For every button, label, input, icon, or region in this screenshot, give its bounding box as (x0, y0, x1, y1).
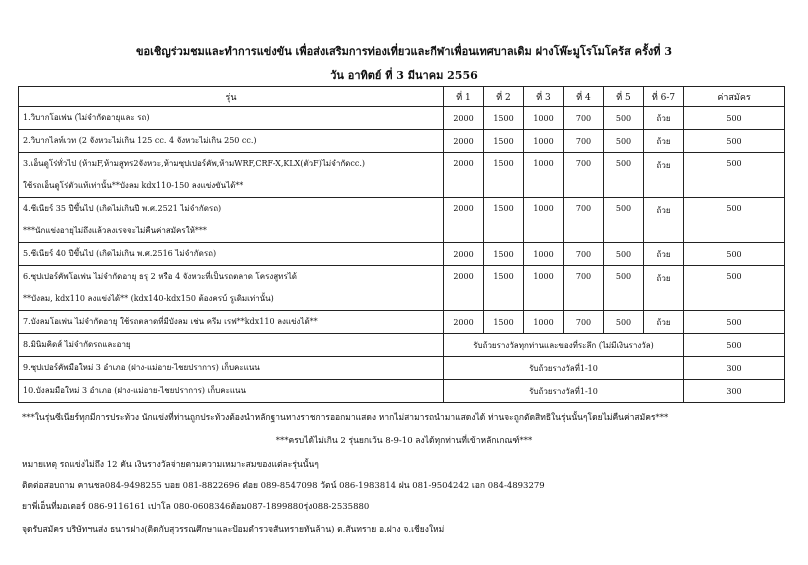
prize-cell: 500 (604, 243, 644, 266)
prize-cell: 1500 (484, 153, 524, 198)
prize-cell: 700 (564, 107, 604, 130)
table-row (19, 153, 785, 198)
class-cell (19, 357, 444, 380)
remark-note: หมายเหตุ รถแข่งไม่ถึง 12 คัน เงินรางวัลจ่ายตามความเหมาะสมของแต่ละรุ่นนั้นๆ (22, 460, 319, 470)
class-text: 10.บังลมมือใหม่ 3 อำเภอ (ฝาง-แม่อาย-ไชยปราการ) เก็บคะแนน (23, 386, 246, 395)
header-6th-7th: ที่ 6-7 (644, 87, 684, 107)
class-text: 5.ซีเนียร์ 40 ปีขึ้นไป (เกิดไม่เกิน พ.ศ.2516 ไม่จำกัดรถ) (23, 249, 217, 258)
table-row (19, 334, 785, 357)
header-4th: ที่ 4 (564, 87, 604, 107)
prize-cell: 2000 (444, 107, 484, 130)
prize-cell: 500 (604, 107, 644, 130)
fee-cell: 500 (684, 130, 785, 153)
class-text: 3.เอ็นดูโร่ทั่วไป (ห้ามF,ห้ามสูทร2จังหวะ,ห้ามซุปเปอร์คัพ,ห้ามWRF,CRF-X,KLX(ตัวF)ไม่จำกัดcc.) (23, 159, 365, 168)
table-header-row (19, 87, 785, 107)
fee-cell: 500 (684, 153, 785, 198)
prize-note-cell: รับถ้วยรางวัลที่1-10 (444, 380, 684, 403)
prize-cell: 500 (604, 130, 644, 153)
prize-cell: 1000 (524, 243, 564, 266)
fee-cell: 500 (684, 334, 785, 357)
prize-cell: 500 (604, 266, 644, 311)
prize-cell: 500 (604, 311, 644, 334)
header-1st: ที่ 1 (444, 87, 484, 107)
fee-cell: 500 (684, 198, 785, 243)
prize-cell: 500 (604, 198, 644, 243)
document-title: ขอเชิญร่วมชมและทำการแข่งขัน เพื่อส่งเสริมการท่องเที่ยวและกีฬาเพื่อนเทศบาลเดิม ฝางโพ๊ะมูโรโมโคร้ส ครั้งที่ 3 (136, 45, 672, 58)
prize-cell: 2000 (444, 198, 484, 243)
fee-cell: 500 (684, 107, 785, 130)
prize-cell: 700 (564, 266, 604, 311)
table-row (19, 311, 785, 334)
class-text: 7.บังลมโอเพ่น ไม่จำกัดอายุ ใช้รถตลาดที่มีบังลม เช่น ครีม เรฟ**kdx110 ลงแข่งได้** (23, 317, 318, 326)
registration-location: จุดรับสมัคร บริษัทฯนส่ง ธนารฝาง(ติดกับสุวรรณศึกษาและป้อมตำรวจสันทรายทันล้าน) ต.สันทราย อ.ฝาง จ.เชียงใหม่ (22, 525, 445, 535)
fee-cell: 300 (684, 380, 785, 403)
prize-cell: 1000 (524, 153, 564, 198)
class-text: 2.วิบากไลท์เวท (2 จังหวะไม่เกิน 125 cc. 4 จังหวะไม่เกิน 250 cc.) (23, 136, 257, 145)
table-row (19, 266, 785, 311)
prize-cell: ถ้วย (644, 107, 684, 130)
prize-cell: 1500 (484, 107, 524, 130)
class-cell (19, 130, 444, 153)
fee-cell: 500 (684, 311, 785, 334)
table-row (19, 198, 785, 243)
table-row (19, 380, 785, 403)
class-text: **บังลม, kdx110 ลงแข่งได้** (kdx140-kdx150 ต้องครบ์ รูเดิมเท่านั้น) (23, 294, 274, 303)
class-text: 1.วิบากโอเพ่น (ไม่จำกัดอายุและ รถ) (23, 113, 150, 122)
header-3rd: ที่ 3 (524, 87, 564, 107)
prize-table (18, 86, 785, 403)
header-5th: ที่ 5 (604, 87, 644, 107)
prize-cell: 1000 (524, 130, 564, 153)
class-cell (19, 334, 444, 357)
prize-cell: ถ้วย (644, 198, 684, 243)
class-text: 9.ซุปเปอร์คัพมือใหม่ 3 อำเภอ (ฝาง-แม่อาย-ไชยปราการ) เก็บคะแนน (23, 363, 260, 372)
event-date: วัน อาทิตย์ ที่ 3 มีนาคม 2556 (330, 69, 478, 82)
fee-cell: 300 (684, 357, 785, 380)
prize-cell: ถ้วย (644, 153, 684, 198)
class-text: 8.มินิมคิดส์ ไม่จำกัดรถและอายุ (23, 340, 131, 349)
fee-cell: 500 (684, 266, 785, 311)
class-cell (19, 107, 444, 130)
prize-cell: 1500 (484, 243, 524, 266)
prize-cell: 2000 (444, 266, 484, 311)
prize-cell: 1500 (484, 198, 524, 243)
prize-cell: ถ้วย (644, 243, 684, 266)
contact-line-2: ยาพี่เอ็นที่มอเตอร์ 086-9116161 เปาโล 080-0608346ต้อม087-1899880รุ่ง088-2535880 (22, 502, 370, 512)
class-cell (19, 266, 444, 311)
class-cell (19, 311, 444, 334)
prize-cell: 1000 (524, 266, 564, 311)
header-class: รุ่น (19, 87, 444, 107)
prize-cell: 700 (564, 198, 604, 243)
prize-cell: 700 (564, 243, 604, 266)
header-fee: ค่าสมัคร (684, 87, 785, 107)
prize-cell: 700 (564, 130, 604, 153)
class-text: 4.ซีเนียร์ 35 ปีขึ้นไป (เกิดไม่เกินปี พ.ศ.2521 ไม่จำกัดรถ) (23, 204, 222, 213)
fee-cell: 500 (684, 243, 785, 266)
prize-note-cell: รับถ้วยรางวัลทุกท่านและของที่ระลึก (ไม่มีเงินรางวัล) (444, 334, 684, 357)
prize-cell: 1500 (484, 130, 524, 153)
prize-cell: 700 (564, 311, 604, 334)
prize-note-cell: รับถ้วยรางวัลที่1-10 (444, 357, 684, 380)
prize-cell: 500 (604, 153, 644, 198)
class-text: ***นักแข่งอายุไม่ถึงแล้วลงเรจจะไม่คืนค่าสมัครให้*** (23, 226, 207, 235)
protest-note: ***ในรุ่นซีเนียร์ทุกมีการประท้วง นักแข่งที่ท่านถูกประท้วงต้องนำหลักฐานทางราชการออกมาแสดง หากไม่สามารถนำมาแสดงได้ ท่านจะถูกตัดสิทธิในรุ่นนั้นๆโดยไม่คืนค่าสมัคร*** (22, 413, 669, 423)
prize-cell: 2000 (444, 243, 484, 266)
table-row (19, 107, 785, 130)
prize-cell: ถ้วย (644, 130, 684, 153)
class-cell (19, 243, 444, 266)
table-row (19, 243, 785, 266)
table-row (19, 130, 785, 153)
entry-limit-note: ***ครบได้ไม่เกิน 2 รุ่นยกเว้น 8-9-10 ลงได้ทุกท่านที่เข้าหลักเกณฑ์*** (275, 436, 533, 446)
prize-cell: 1000 (524, 107, 564, 130)
class-text: ใช้รถเอ็นดูโร่ตัวแท้เท่านั้น**บังลม kdx110-150 ลงแข่งขันได้** (23, 181, 244, 190)
prize-cell: 700 (564, 153, 604, 198)
prize-cell: ถ้วย (644, 311, 684, 334)
table-row (19, 357, 785, 380)
contact-line-1: ติดต่อสอบถาม คานชล084-9498255 บอย 081-8822696 ต๋อย 089-8547098 วัตน์ 086-1983814 ฝน 081-9504242 เอก 084-4893279 (22, 481, 545, 491)
class-cell (19, 198, 444, 243)
class-cell (19, 380, 444, 403)
header-2nd: ที่ 2 (484, 87, 524, 107)
prize-cell: 2000 (444, 311, 484, 334)
prize-cell: 1000 (524, 198, 564, 243)
prize-cell: 1500 (484, 311, 524, 334)
prize-cell: 1500 (484, 266, 524, 311)
prize-cell: 1000 (524, 311, 564, 334)
class-text: 6.ซุปเปอร์คัพโอเพ่น ไม่จำกัดอายุ ธรุ 2 หรือ 4 จังหวะที่เป็นรถตลาด โครงสูทรได้ (23, 272, 297, 281)
prize-cell: ถ้วย (644, 266, 684, 311)
class-cell (19, 153, 444, 198)
prize-cell: 2000 (444, 130, 484, 153)
prize-cell: 2000 (444, 153, 484, 198)
